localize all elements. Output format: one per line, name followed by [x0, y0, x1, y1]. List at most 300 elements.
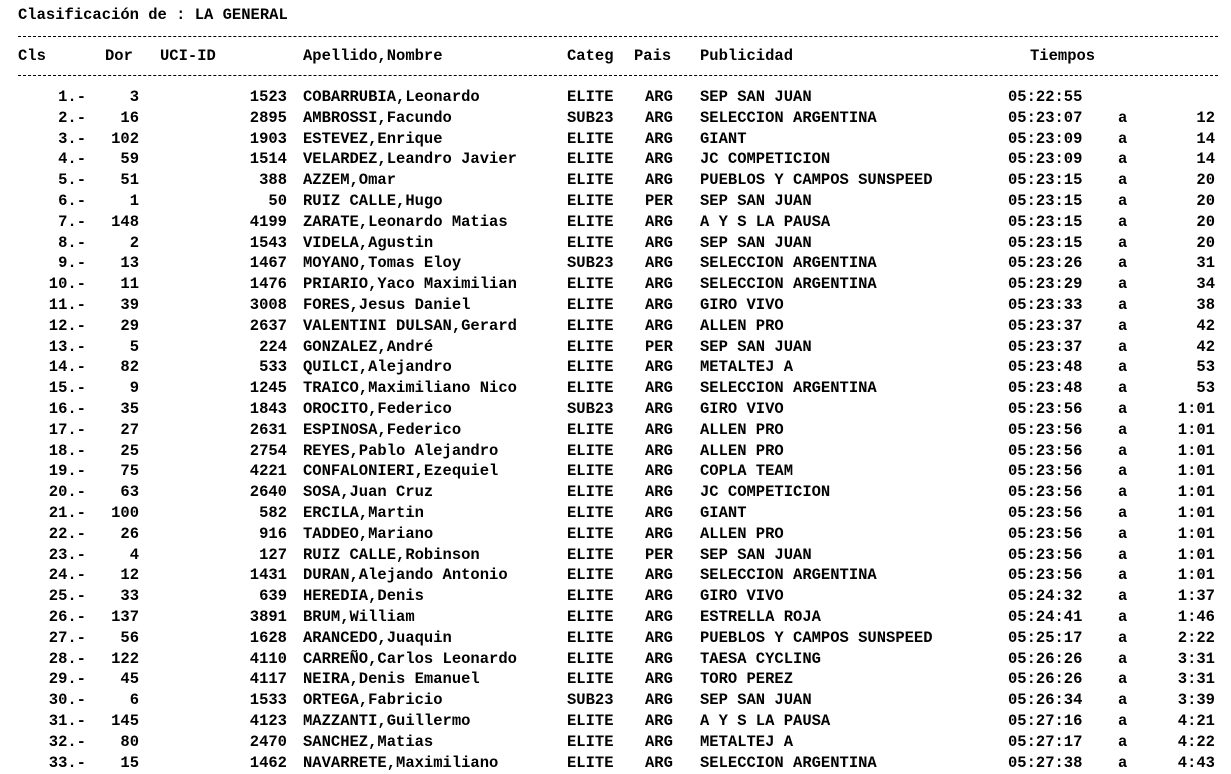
time-cell: 05:23:56	[1008, 546, 1082, 564]
table-row	[0, 462, 1231, 483]
gap-marker-cell: a	[1118, 483, 1127, 501]
time-cell: 05:23:29	[1008, 275, 1082, 293]
sponsor-cell: SEP SAN JUAN	[700, 88, 812, 106]
bib-cell: 25	[95, 442, 139, 460]
time-cell: 05:24:32	[1008, 587, 1082, 605]
rider-name-cell: ESPINOSA,Federico	[303, 421, 461, 439]
category-cell: ELITE	[567, 150, 614, 168]
rider-name-cell: AZZEM,Omar	[303, 171, 396, 189]
bib-cell: 59	[95, 150, 139, 168]
table-row	[0, 234, 1231, 255]
rider-name-cell: ARANCEDO,Juaquin	[303, 629, 452, 647]
uci-id-cell: 3891	[180, 608, 287, 626]
rider-name-cell: HEREDIA,Denis	[303, 587, 424, 605]
rank-cell: 2.-	[24, 109, 86, 127]
gap-marker-cell: a	[1118, 130, 1127, 148]
bib-cell: 80	[95, 733, 139, 751]
uci-id-cell: 2470	[180, 733, 287, 751]
uci-id-cell: 2754	[180, 442, 287, 460]
country-cell: ARG	[645, 629, 673, 647]
sponsor-cell: SELECCION ARGENTINA	[700, 566, 877, 584]
bib-cell: 9	[95, 379, 139, 397]
rider-name-cell: VIDELA,Agustin	[303, 234, 433, 252]
header-category: Categ	[567, 47, 614, 65]
sponsor-cell: JC COMPETICION	[700, 483, 830, 501]
country-cell: PER	[645, 546, 673, 564]
gap-marker-cell: a	[1118, 171, 1127, 189]
page-title: Clasificación de : LA GENERAL	[18, 6, 288, 24]
gap-marker-cell: a	[1118, 650, 1127, 668]
table-row	[0, 338, 1231, 359]
table-row	[0, 317, 1231, 338]
rider-name-cell: VELARDEZ,Leandro Javier	[303, 150, 517, 168]
gap-marker-cell: a	[1118, 317, 1127, 335]
table-row	[0, 213, 1231, 234]
uci-id-cell: 1514	[180, 150, 287, 168]
table-row	[0, 192, 1231, 213]
country-cell: ARG	[645, 712, 673, 730]
rider-name-cell: TADDEO,Mariano	[303, 525, 433, 543]
rank-cell: 28.-	[24, 650, 86, 668]
rank-cell: 31.-	[24, 712, 86, 730]
time-cell: 05:26:34	[1008, 691, 1082, 709]
country-cell: PER	[645, 192, 673, 210]
rank-cell: 11.-	[24, 296, 86, 314]
gap-marker-cell: a	[1118, 712, 1127, 730]
country-cell: ARG	[645, 754, 673, 772]
category-cell: ELITE	[567, 358, 614, 376]
category-cell: SUB23	[567, 109, 614, 127]
rank-cell: 32.-	[24, 733, 86, 751]
category-cell: ELITE	[567, 483, 614, 501]
rider-name-cell: BRUM,William	[303, 608, 415, 626]
table-row	[0, 275, 1231, 296]
time-cell: 05:25:17	[1008, 629, 1082, 647]
gap-cell: 3:39	[1150, 691, 1215, 709]
gap-marker-cell: a	[1118, 546, 1127, 564]
table-row	[0, 525, 1231, 546]
country-cell: ARG	[645, 566, 673, 584]
uci-id-cell: 1476	[180, 275, 287, 293]
rank-cell: 19.-	[24, 462, 86, 480]
header-country: Pais	[634, 47, 671, 65]
table-row	[0, 754, 1231, 774]
gap-cell: 1:01	[1150, 546, 1215, 564]
country-cell: ARG	[645, 525, 673, 543]
gap-marker-cell: a	[1118, 192, 1127, 210]
gap-marker-cell: a	[1118, 670, 1127, 688]
header-separator	[18, 75, 1218, 76]
category-cell: ELITE	[567, 546, 614, 564]
uci-id-cell: 50	[180, 192, 287, 210]
gap-marker-cell: a	[1118, 566, 1127, 584]
sponsor-cell: ESTRELLA ROJA	[700, 608, 821, 626]
rider-name-cell: COBARRUBIA,Leonardo	[303, 88, 480, 106]
rank-cell: 30.-	[24, 691, 86, 709]
rank-cell: 16.-	[24, 400, 86, 418]
rank-cell: 17.-	[24, 421, 86, 439]
table-row	[0, 400, 1231, 421]
rank-cell: 29.-	[24, 670, 86, 688]
uci-id-cell: 1245	[180, 379, 287, 397]
uci-id-cell: 127	[180, 546, 287, 564]
table-row	[0, 504, 1231, 525]
bib-cell: 29	[95, 317, 139, 335]
rank-cell: 24.-	[24, 566, 86, 584]
time-cell: 05:23:15	[1008, 171, 1082, 189]
category-cell: ELITE	[567, 670, 614, 688]
category-cell: ELITE	[567, 754, 614, 772]
sponsor-cell: GIANT	[700, 130, 747, 148]
country-cell: ARG	[645, 234, 673, 252]
sponsor-cell: COPLA TEAM	[700, 462, 793, 480]
time-cell: 05:23:15	[1008, 213, 1082, 231]
uci-id-cell: 1843	[180, 400, 287, 418]
rider-name-cell: SOSA,Juan Cruz	[303, 483, 433, 501]
category-cell: ELITE	[567, 442, 614, 460]
sponsor-cell: ALLEN PRO	[700, 317, 784, 335]
time-cell: 05:23:48	[1008, 379, 1082, 397]
header-dor: Dor	[105, 47, 133, 65]
country-cell: ARG	[645, 275, 673, 293]
gap-marker-cell: a	[1118, 608, 1127, 626]
rank-cell: 10.-	[24, 275, 86, 293]
rank-cell: 21.-	[24, 504, 86, 522]
gap-cell: 20	[1150, 213, 1215, 231]
uci-id-cell: 4123	[180, 712, 287, 730]
gap-marker-cell: a	[1118, 213, 1127, 231]
gap-cell: 53	[1150, 358, 1215, 376]
sponsor-cell: SELECCION ARGENTINA	[700, 754, 877, 772]
uci-id-cell: 2895	[180, 109, 287, 127]
time-cell: 05:23:56	[1008, 525, 1082, 543]
category-cell: ELITE	[567, 317, 614, 335]
rider-name-cell: MOYANO,Tomas Eloy	[303, 254, 461, 272]
country-cell: PER	[645, 338, 673, 356]
rider-name-cell: ORTEGA,Fabricio	[303, 691, 443, 709]
gap-cell: 4:22	[1150, 733, 1215, 751]
rider-name-cell: TRAICO,Maximiliano Nico	[303, 379, 517, 397]
table-row	[0, 254, 1231, 275]
gap-marker-cell: a	[1118, 254, 1127, 272]
rank-cell: 33.-	[24, 754, 86, 772]
country-cell: ARG	[645, 88, 673, 106]
sponsor-cell: ALLEN PRO	[700, 442, 784, 460]
gap-cell: 34	[1150, 275, 1215, 293]
time-cell: 05:26:26	[1008, 650, 1082, 668]
category-cell: ELITE	[567, 88, 614, 106]
country-cell: ARG	[645, 150, 673, 168]
gap-marker-cell: a	[1118, 275, 1127, 293]
bib-cell: 102	[95, 130, 139, 148]
rider-name-cell: PRIARIO,Yaco Maximilian	[303, 275, 517, 293]
uci-id-cell: 1431	[180, 566, 287, 584]
gap-marker-cell: a	[1118, 421, 1127, 439]
uci-id-cell: 916	[180, 525, 287, 543]
rider-name-cell: REYES,Pablo Alejandro	[303, 442, 498, 460]
category-cell: ELITE	[567, 379, 614, 397]
bib-cell: 56	[95, 629, 139, 647]
sponsor-cell: GIRO VIVO	[700, 587, 784, 605]
bib-cell: 11	[95, 275, 139, 293]
rider-name-cell: QUILCI,Alejandro	[303, 358, 452, 376]
uci-id-cell: 582	[180, 504, 287, 522]
sponsor-cell: GIRO VIVO	[700, 400, 784, 418]
time-cell: 05:23:33	[1008, 296, 1082, 314]
sponsor-cell: SEP SAN JUAN	[700, 338, 812, 356]
gap-cell: 4:43	[1150, 754, 1215, 772]
category-cell: ELITE	[567, 296, 614, 314]
sponsor-cell: ALLEN PRO	[700, 525, 784, 543]
table-row	[0, 88, 1231, 109]
country-cell: ARG	[645, 650, 673, 668]
gap-marker-cell: a	[1118, 691, 1127, 709]
uci-id-cell: 388	[180, 171, 287, 189]
uci-id-cell: 1462	[180, 754, 287, 772]
gap-marker-cell: a	[1118, 379, 1127, 397]
uci-id-cell: 4117	[180, 670, 287, 688]
gap-cell: 14	[1150, 150, 1215, 168]
rider-name-cell: GONZALEZ,André	[303, 338, 433, 356]
country-cell: ARG	[645, 130, 673, 148]
country-cell: ARG	[645, 400, 673, 418]
bib-cell: 3	[95, 88, 139, 106]
country-cell: ARG	[645, 379, 673, 397]
rank-cell: 13.-	[24, 338, 86, 356]
bib-cell: 63	[95, 483, 139, 501]
gap-cell: 20	[1150, 234, 1215, 252]
sponsor-cell: TAESA CYCLING	[700, 650, 821, 668]
category-cell: ELITE	[567, 629, 614, 647]
uci-id-cell: 1903	[180, 130, 287, 148]
category-cell: ELITE	[567, 192, 614, 210]
uci-id-cell: 1628	[180, 629, 287, 647]
rank-cell: 22.-	[24, 525, 86, 543]
time-cell: 05:23:37	[1008, 338, 1082, 356]
bib-cell: 2	[95, 234, 139, 252]
category-cell: ELITE	[567, 234, 614, 252]
time-cell: 05:27:17	[1008, 733, 1082, 751]
time-cell: 05:23:15	[1008, 234, 1082, 252]
country-cell: ARG	[645, 296, 673, 314]
table-row	[0, 296, 1231, 317]
time-cell: 05:22:55	[1008, 88, 1082, 106]
country-cell: ARG	[645, 670, 673, 688]
sponsor-cell: A Y S LA PAUSA	[700, 213, 830, 231]
table-row	[0, 566, 1231, 587]
category-cell: ELITE	[567, 587, 614, 605]
sponsor-cell: SELECCION ARGENTINA	[700, 109, 877, 127]
gap-cell: 42	[1150, 338, 1215, 356]
table-row	[0, 171, 1231, 192]
sponsor-cell: METALTEJ A	[700, 358, 793, 376]
rank-cell: 20.-	[24, 483, 86, 501]
gap-marker-cell: a	[1118, 733, 1127, 751]
country-cell: ARG	[645, 171, 673, 189]
bib-cell: 13	[95, 254, 139, 272]
uci-id-cell: 3008	[180, 296, 287, 314]
gap-cell: 31	[1150, 254, 1215, 272]
country-cell: ARG	[645, 462, 673, 480]
time-cell: 05:23:56	[1008, 483, 1082, 501]
rank-cell: 1.-	[24, 88, 86, 106]
sponsor-cell: SELECCION ARGENTINA	[700, 379, 877, 397]
time-cell: 05:23:56	[1008, 462, 1082, 480]
uci-id-cell: 2637	[180, 317, 287, 335]
sponsor-cell: A Y S LA PAUSA	[700, 712, 830, 730]
gap-cell: 20	[1150, 171, 1215, 189]
sponsor-cell: SEP SAN JUAN	[700, 192, 812, 210]
time-cell: 05:23:56	[1008, 566, 1082, 584]
rider-name-cell: NAVARRETE,Maximiliano	[303, 754, 498, 772]
bib-cell: 12	[95, 566, 139, 584]
rank-cell: 25.-	[24, 587, 86, 605]
category-cell: ELITE	[567, 130, 614, 148]
bib-cell: 16	[95, 109, 139, 127]
rider-name-cell: VALENTINI DULSAN,Gerard	[303, 317, 517, 335]
gap-marker-cell: a	[1118, 109, 1127, 127]
gap-cell: 14	[1150, 130, 1215, 148]
bib-cell: 100	[95, 504, 139, 522]
bib-cell: 39	[95, 296, 139, 314]
time-cell: 05:23:56	[1008, 504, 1082, 522]
uci-id-cell: 1467	[180, 254, 287, 272]
country-cell: ARG	[645, 587, 673, 605]
table-row	[0, 712, 1231, 733]
time-cell: 05:23:07	[1008, 109, 1082, 127]
country-cell: ARG	[645, 421, 673, 439]
uci-id-cell: 224	[180, 338, 287, 356]
gap-cell: 1:01	[1150, 442, 1215, 460]
bib-cell: 15	[95, 754, 139, 772]
bib-cell: 45	[95, 670, 139, 688]
rider-name-cell: OROCITO,Federico	[303, 400, 452, 418]
gap-marker-cell: a	[1118, 587, 1127, 605]
sponsor-cell: SEP SAN JUAN	[700, 234, 812, 252]
bib-cell: 4	[95, 546, 139, 564]
rank-cell: 9.-	[24, 254, 86, 272]
category-cell: ELITE	[567, 275, 614, 293]
rank-cell: 26.-	[24, 608, 86, 626]
table-row	[0, 421, 1231, 442]
gap-cell: 38	[1150, 296, 1215, 314]
gap-marker-cell: a	[1118, 525, 1127, 543]
bib-cell: 145	[95, 712, 139, 730]
time-cell: 05:23:56	[1008, 421, 1082, 439]
sponsor-cell: SELECCION ARGENTINA	[700, 275, 877, 293]
uci-id-cell: 2640	[180, 483, 287, 501]
gap-cell: 4:21	[1150, 712, 1215, 730]
category-cell: ELITE	[567, 712, 614, 730]
category-cell: SUB23	[567, 691, 614, 709]
bib-cell: 1	[95, 192, 139, 210]
table-row	[0, 670, 1231, 691]
rank-cell: 15.-	[24, 379, 86, 397]
rider-name-cell: ERCILA,Martin	[303, 504, 424, 522]
category-cell: ELITE	[567, 650, 614, 668]
rider-name-cell: CONFALONIERI,Ezequiel	[303, 462, 498, 480]
rider-name-cell: DURAN,Alejando Antonio	[303, 566, 508, 584]
uci-id-cell: 4110	[180, 650, 287, 668]
rank-cell: 27.-	[24, 629, 86, 647]
table-row	[0, 483, 1231, 504]
category-cell: ELITE	[567, 608, 614, 626]
time-cell: 05:23:48	[1008, 358, 1082, 376]
gap-marker-cell: a	[1118, 358, 1127, 376]
rank-cell: 6.-	[24, 192, 86, 210]
rank-cell: 12.-	[24, 317, 86, 335]
country-cell: ARG	[645, 733, 673, 751]
sponsor-cell: METALTEJ A	[700, 733, 793, 751]
table-row	[0, 587, 1231, 608]
sponsor-cell: PUEBLOS Y CAMPOS SUNSPEED	[700, 171, 933, 189]
gap-cell: 1:46	[1150, 608, 1215, 626]
gap-marker-cell: a	[1118, 442, 1127, 460]
uci-id-cell: 1543	[180, 234, 287, 252]
bib-cell: 6	[95, 691, 139, 709]
sponsor-cell: SEP SAN JUAN	[700, 546, 812, 564]
country-cell: ARG	[645, 691, 673, 709]
gap-cell: 1:01	[1150, 483, 1215, 501]
time-cell: 05:23:56	[1008, 400, 1082, 418]
rider-name-cell: ZARATE,Leonardo Matias	[303, 213, 508, 231]
category-cell: ELITE	[567, 504, 614, 522]
rider-name-cell: ESTEVEZ,Enrique	[303, 130, 443, 148]
category-cell: ELITE	[567, 566, 614, 584]
header-name: Apellido,Nombre	[303, 47, 443, 65]
gap-cell: 12	[1150, 109, 1215, 127]
rider-name-cell: RUIZ CALLE,Robinson	[303, 546, 480, 564]
table-row	[0, 546, 1231, 567]
header-times: Tiempos	[1030, 47, 1095, 65]
category-cell: ELITE	[567, 213, 614, 231]
gap-marker-cell: a	[1118, 150, 1127, 168]
rank-cell: 23.-	[24, 546, 86, 564]
time-cell: 05:23:26	[1008, 254, 1082, 272]
category-cell: SUB23	[567, 400, 614, 418]
sponsor-cell: SELECCION ARGENTINA	[700, 254, 877, 272]
gap-marker-cell: a	[1118, 629, 1127, 647]
category-cell: ELITE	[567, 462, 614, 480]
top-separator	[18, 36, 1218, 37]
rank-cell: 7.-	[24, 213, 86, 231]
header-cls: Cls	[18, 47, 46, 65]
uci-id-cell: 1523	[180, 88, 287, 106]
bib-cell: 26	[95, 525, 139, 543]
country-cell: ARG	[645, 358, 673, 376]
time-cell: 05:23:56	[1008, 442, 1082, 460]
gap-cell: 1:01	[1150, 400, 1215, 418]
gap-cell: 1:01	[1150, 525, 1215, 543]
bib-cell: 35	[95, 400, 139, 418]
country-cell: ARG	[645, 213, 673, 231]
rider-name-cell: RUIZ CALLE,Hugo	[303, 192, 443, 210]
rider-name-cell: FORES,Jesus Daniel	[303, 296, 470, 314]
results-table	[0, 88, 1231, 774]
table-row	[0, 733, 1231, 754]
gap-cell: 1:01	[1150, 462, 1215, 480]
time-cell: 05:26:26	[1008, 670, 1082, 688]
rider-name-cell: AMBROSSI,Facundo	[303, 109, 452, 127]
rank-cell: 8.-	[24, 234, 86, 252]
bib-cell: 75	[95, 462, 139, 480]
country-cell: ARG	[645, 504, 673, 522]
rank-cell: 3.-	[24, 130, 86, 148]
sponsor-cell: JC COMPETICION	[700, 150, 830, 168]
time-cell: 05:23:15	[1008, 192, 1082, 210]
sponsor-cell: GIANT	[700, 504, 747, 522]
table-row	[0, 629, 1231, 650]
